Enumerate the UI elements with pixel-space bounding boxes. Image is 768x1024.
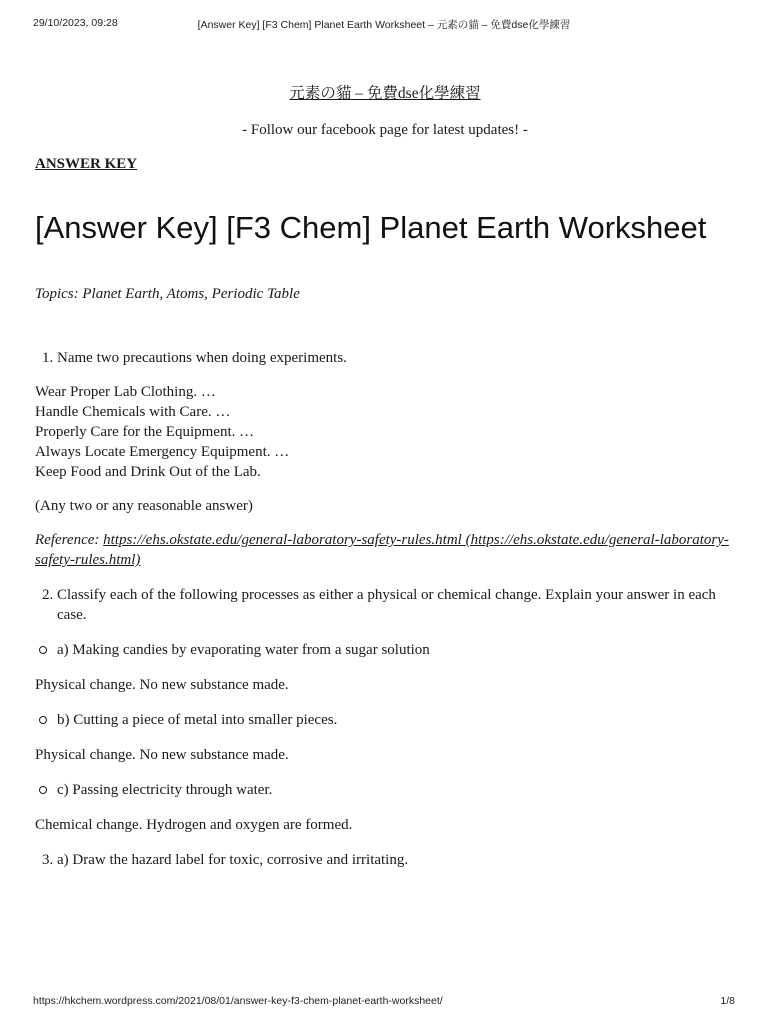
- site-name-link[interactable]: 元素の貓 – 免費dse化學練習: [289, 85, 481, 102]
- answer-b: Physical change. No new substance made.: [35, 747, 289, 763]
- question-3: [35, 850, 735, 870]
- print-page-title: [Answer Key] [F3 Chem] Planet Earth Worksheet – 元素の貓 – 免費dse化學練習: [197, 19, 571, 31]
- question-1: [35, 348, 735, 368]
- question-text: a) Draw the hazard label for toxic, corrosive and irritating.: [57, 852, 409, 868]
- reference-label: Reference:: [35, 532, 100, 548]
- answer-note: (Any two or any reasonable answer): [35, 498, 253, 514]
- sub-question-b: b) Cutting a piece of metal into smaller pieces.: [35, 710, 735, 730]
- list-item: Properly Care for the Equipment. …: [35, 424, 255, 440]
- page-title: [Answer Key] [F3 Chem] Planet Earth Worksheet: [35, 210, 707, 245]
- sub-question-c: c) Passing electricity through water.: [35, 780, 735, 800]
- list-item: Wear Proper Lab Clothing. …: [35, 384, 216, 400]
- list-item: Handle Chemicals with Care. …: [35, 404, 231, 420]
- circle-bullet-icon: [39, 646, 47, 654]
- print-footer: [33, 995, 735, 1011]
- page-number: 1/8: [720, 995, 735, 1007]
- circle-bullet-icon: [39, 786, 47, 794]
- sub-question-a: a) Making candies by evaporating water from a sugar solution: [35, 640, 735, 660]
- site-tagline: - Follow our facebook page for latest updates! -: [242, 122, 528, 138]
- print-header: [33, 17, 735, 33]
- question-text: Name two precautions when doing experiments.: [57, 350, 347, 366]
- question-number: 2.: [42, 587, 54, 603]
- answer-c: Chemical change. Hydrogen and oxygen are formed.: [35, 817, 353, 833]
- question-2: [35, 585, 735, 625]
- question-number: 1.: [42, 350, 54, 366]
- question-number: 3.: [42, 852, 54, 868]
- print-datetime: 29/10/2023, 09:28: [33, 17, 118, 29]
- answer-key-label: ANSWER KEY: [35, 156, 138, 172]
- answer-a: Physical change. No new substance made.: [35, 677, 289, 693]
- precautions-list: [35, 382, 735, 482]
- page-content: [35, 84, 735, 870]
- list-item: Always Locate Emergency Equipment. …: [35, 444, 290, 460]
- question-text: Classify each of the following processes as either a physical or chemical change. Explain your answer in each case.: [57, 587, 716, 623]
- list-item: Keep Food and Drink Out of the Lab.: [35, 464, 261, 480]
- topics-line: Topics: Planet Earth, Atoms, Periodic Table: [35, 286, 300, 302]
- reference-link[interactable]: https://ehs.okstate.edu/general-laboratory-safety-rules.html (https://ehs.okstate.edu/general-laboratory-safety-rules.html): [35, 532, 729, 568]
- circle-bullet-icon: [39, 716, 47, 724]
- print-url: https://hkchem.wordpress.com/2021/08/01/answer-key-f3-chem-planet-earth-worksheet/: [33, 995, 443, 1007]
- reference: [35, 530, 735, 570]
